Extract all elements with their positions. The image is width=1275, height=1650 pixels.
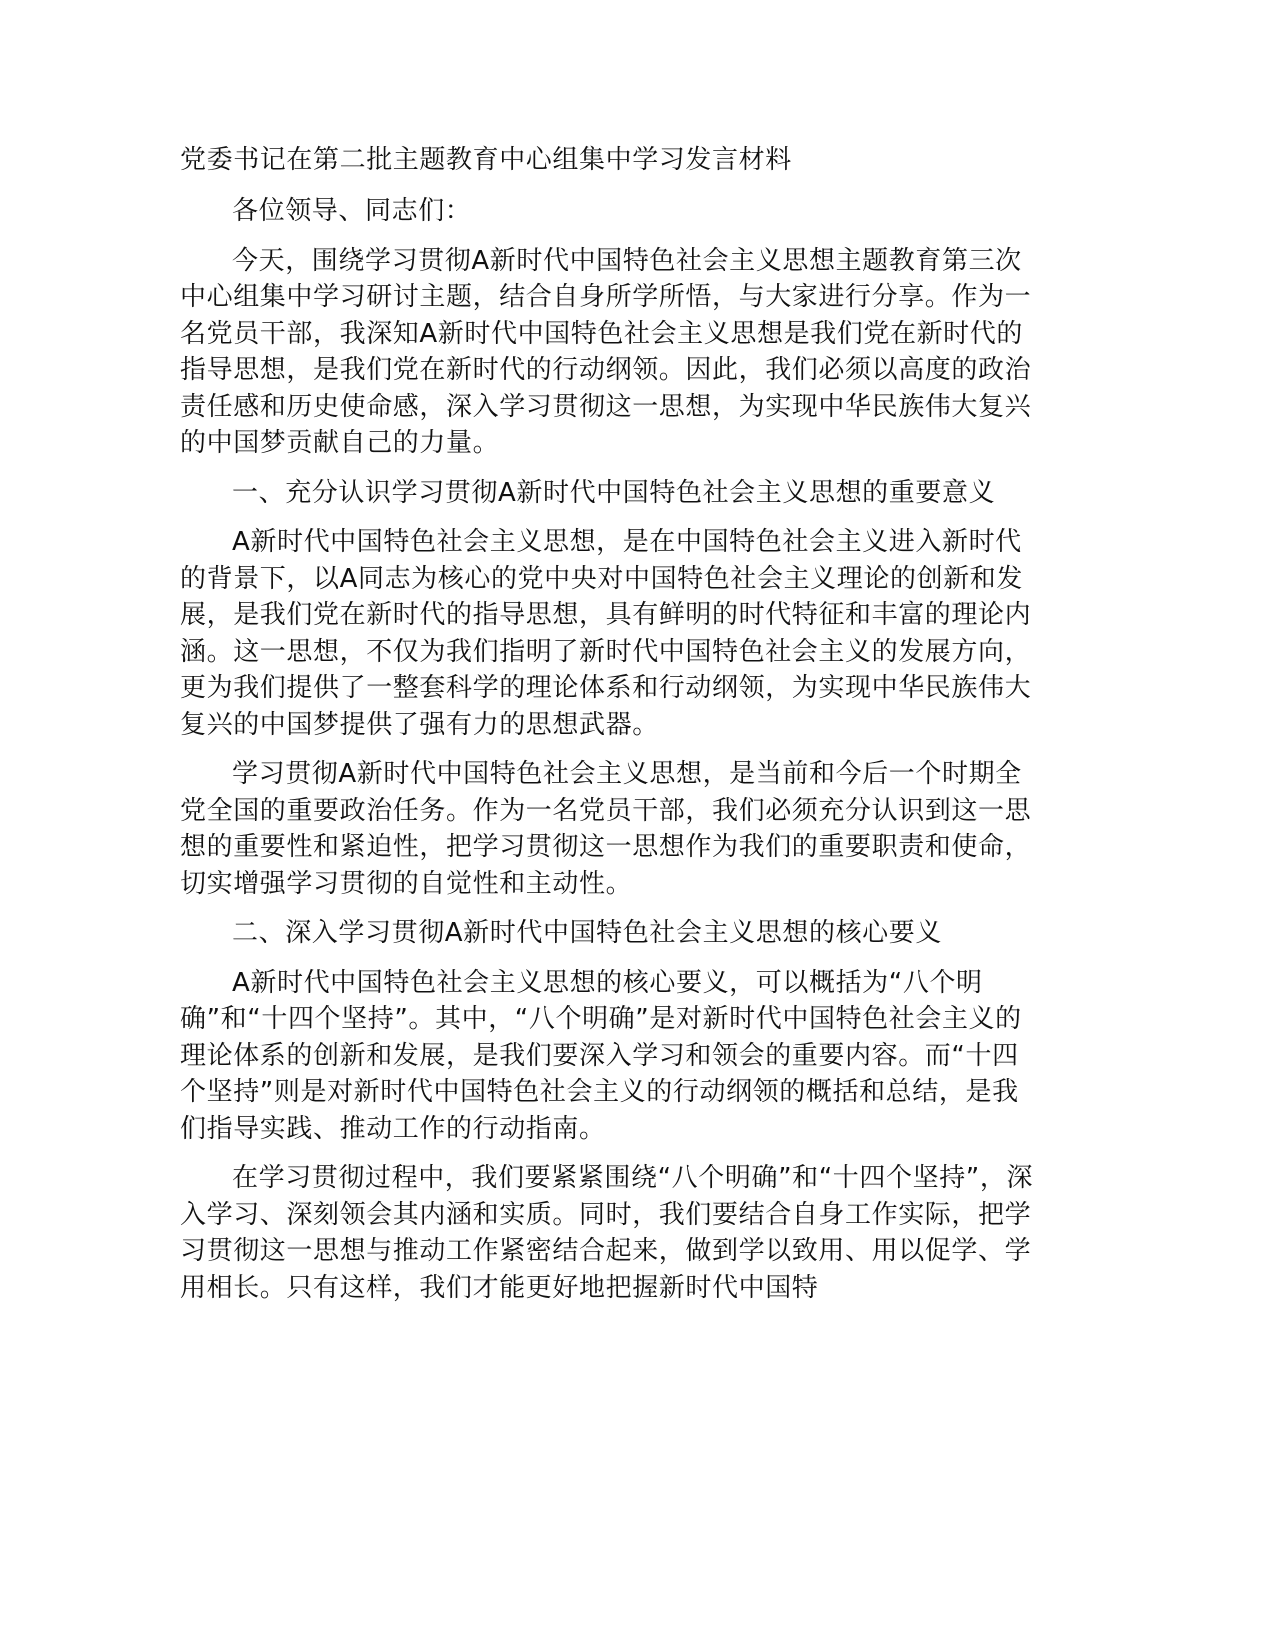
section-heading-2: 二、深入学习贯彻A新时代中国特色社会主义思想的核心要义 bbox=[232, 918, 942, 948]
section1-paragraph-1: A新时代中国特色社会主义思想，是在中国特色社会主义进入新时代的背景下，以A同志为核心的党中央对中国特色社会主义理论的创新和发展，是我们党在新时代的指导思想，具有鲜明的时代特征和丰富的理论内涵。这一思想，不仅为我们指明了新时代中国特色社会主义的发展方向，更为我们提供了一整套科学的理论体系和行动纲领，为实现中华民族伟大复兴的中国梦提供了强有力的思想武器。 bbox=[180, 527, 1032, 740]
intro-paragraph: 今天，围绕学习贯彻A新时代中国特色社会主义思想主题教育第三次中心组集中学习研讨主题，结合自身所学所悟，与大家进行分享。作为一名党员干部，我深知A新时代中国特色社会主义思想是我们党在新时代的指导思想，是我们党在新时代的行动纲领。因此，我们必须以高度的政治责任感和历史使命感，深入学习贯彻这一思想，为实现中华民族伟大复兴的中国梦贡献自己的力量。 bbox=[180, 245, 1032, 458]
section2-paragraph-2: 在学习贯彻过程中，我们要紧紧围绕“八个明确”和“十四个坚持”，深入学习、深刻领会其内涵和实质。同时，我们要结合自身工作实际，把学习贯彻这一思想与推动工作紧密结合起来，做到学以致用、用以促学、学用相长。只有这样，我们才能更好地把握新时代中国特 bbox=[180, 1163, 1034, 1303]
section-heading-1: 一、充分认识学习贯彻A新时代中国特色社会主义思想的重要意义 bbox=[232, 477, 996, 508]
section2-paragraph-1: A新时代中国特色社会主义思想的核心要义，可以概括为“八个明确”和“十四个坚持”。其中，“八个明确”是对新时代中国特色社会主义的理论体系的创新和发展，是我们要深入学习和领会的重要内容。而“十四个坚持”则是对新时代中国特色社会主义的行动纲领的概括和总结，是我们指导实践、推动工作的行动指南。 bbox=[180, 967, 1022, 1144]
document-body bbox=[180, 140, 1037, 1319]
salutation: 各位领导、同志们： bbox=[232, 196, 472, 226]
document-title: 党委书记在第二批主题教育中心组集中学习发言材料 bbox=[180, 145, 792, 175]
section1-paragraph-2: 学习贯彻A新时代中国特色社会主义思想，是当前和今后一个时期全党全国的重要政治任务。作为一名党员干部，我们必须充分认识到这一思想的重要性和紧迫性，把学习贯彻这一思想作为我们的重要职责和使命，切实增强学习贯彻的自觉性和主动性。 bbox=[180, 759, 1032, 899]
